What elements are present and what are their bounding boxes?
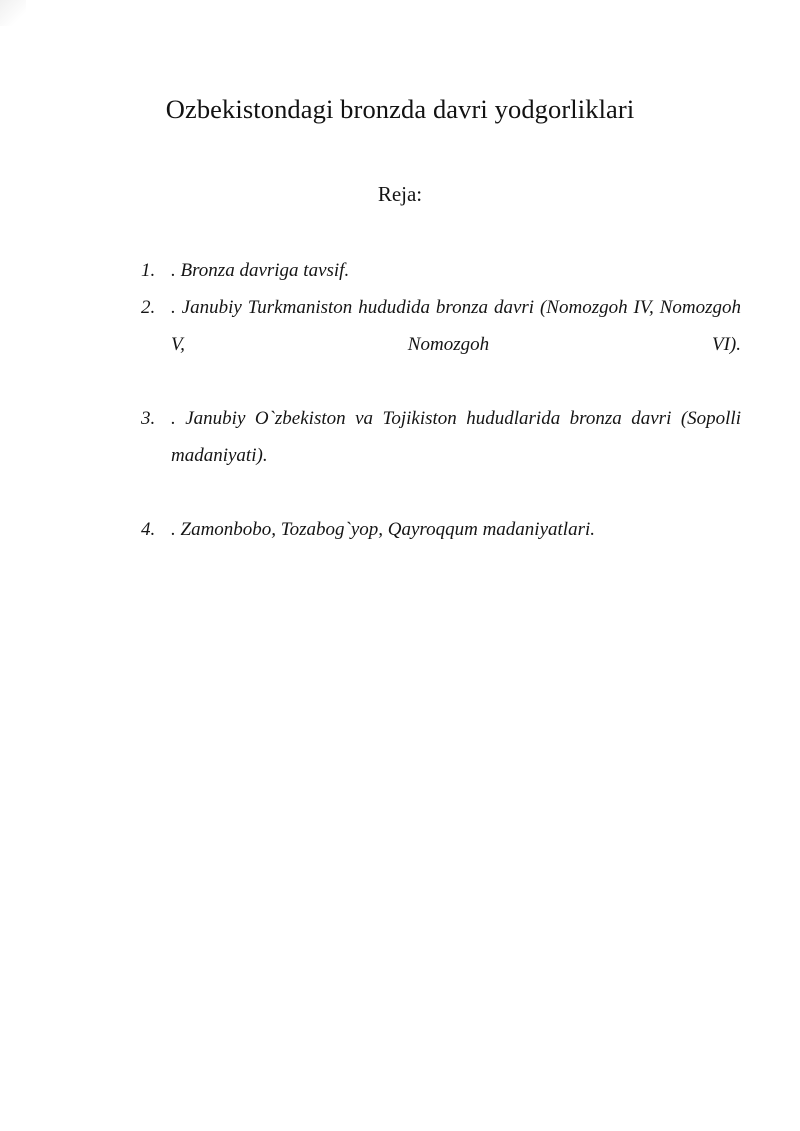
list-item	[141, 252, 741, 289]
list-item-text: . Janubiy O`zbekiston va Tojikiston hududlarida bronza davri (Sopolli madaniyati).	[171, 408, 741, 466]
list-item-text: . Bronza davriga tavsif.	[171, 260, 350, 281]
list-item	[141, 289, 741, 400]
plan-list	[141, 252, 741, 548]
page-corner-tint	[0, 0, 26, 26]
list-item-marker: 2.	[141, 297, 156, 318]
list-item	[141, 511, 741, 548]
list-item-text: . Janubiy Turkmaniston hududida bronza davri (Nomozgoh IV, Nomozgoh V, Nomozgoh VI).	[171, 297, 741, 355]
list-item	[141, 400, 741, 511]
page-title: Ozbekistondagi bronzda davri yodgorliklari	[165, 93, 635, 124]
list-item-marker: 3.	[141, 408, 156, 429]
section-heading-reja: Reja:	[377, 182, 423, 206]
list-item-marker: 4.	[141, 519, 156, 540]
list-item-marker: 1.	[141, 260, 156, 281]
list-item-text: . Zamonbobo, Tozabog`yop, Qayroqqum madaniyatlari.	[171, 519, 595, 540]
